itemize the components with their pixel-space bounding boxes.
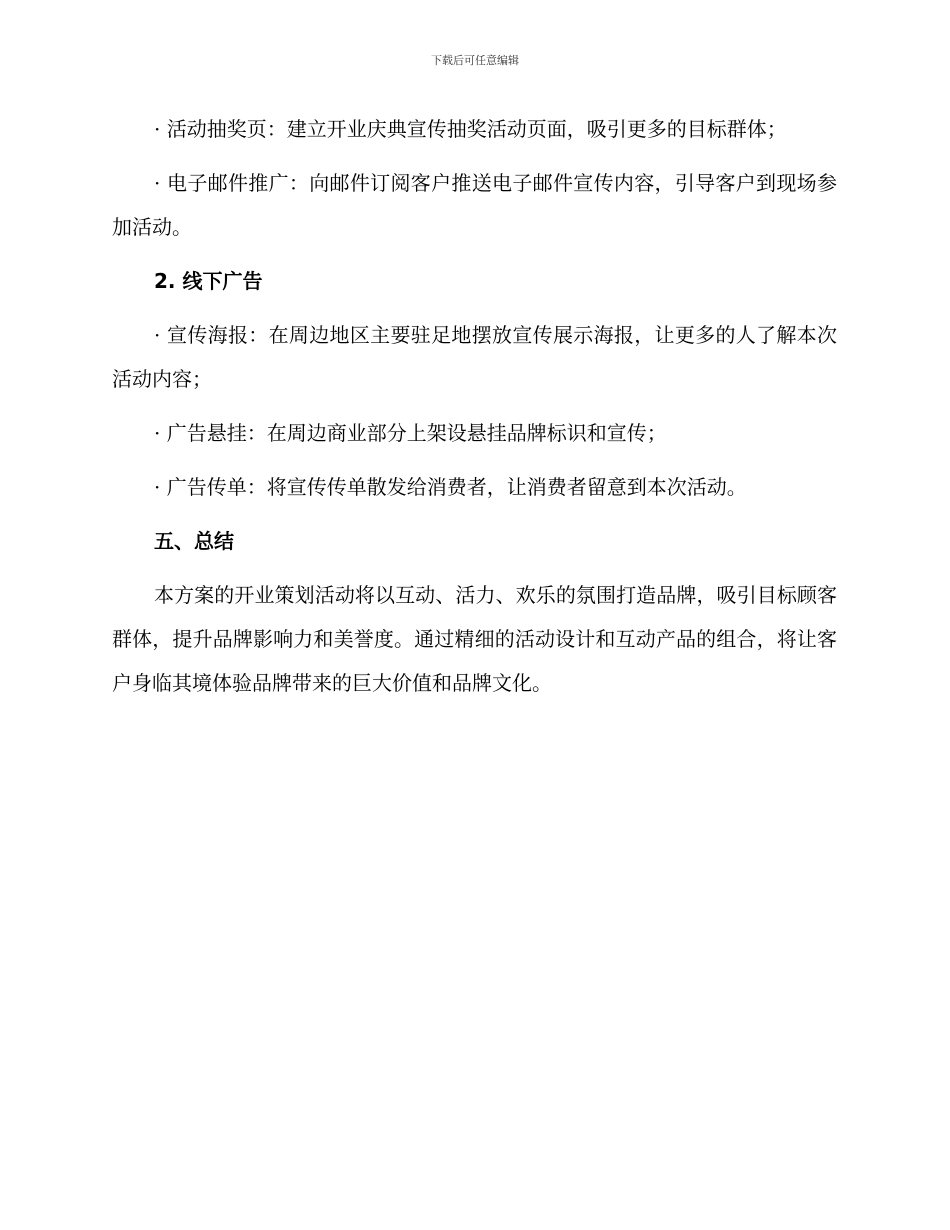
section-heading-offline-ads: 2. 线下广告 [154,269,263,293]
page-header: 下载后可任意编辑 [431,54,519,67]
section-heading-summary: 五、总结 [154,529,234,553]
bullet-hanging-ads: · 广告悬挂：在周边商业部分上架设悬挂品牌标识和宣传； [154,421,667,445]
bullet-flyers: · 广告传单：将宣传传单散发给消费者，让消费者留意到本次活动。 [154,475,747,499]
bullet-email-promotion: · 电子邮件推广：向邮件订阅客户推送电子邮件宣传内容，引导客户到现场参加活动。 [112,171,837,239]
summary-paragraph: 本方案的开业策划活动将以互动、活力、欢乐的氛围打造品牌，吸引目标顾客群体，提升品牌影响力和美誉度。通过精细的活动设计和互动产品的组合，将让客户身临其境体验品牌带来的巨大价值和品牌文化。 [112,583,837,695]
document-body [112,107,837,715]
bullet-lottery-page: · 活动抽奖页：建立开业庆典宣传抽奖活动页面，吸引更多的目标群体； [154,117,787,141]
bullet-posters: · 宣传海报：在周边地区主要驻足地摆放宣传展示海报，让更多的人了解本次活动内容； [112,323,837,391]
